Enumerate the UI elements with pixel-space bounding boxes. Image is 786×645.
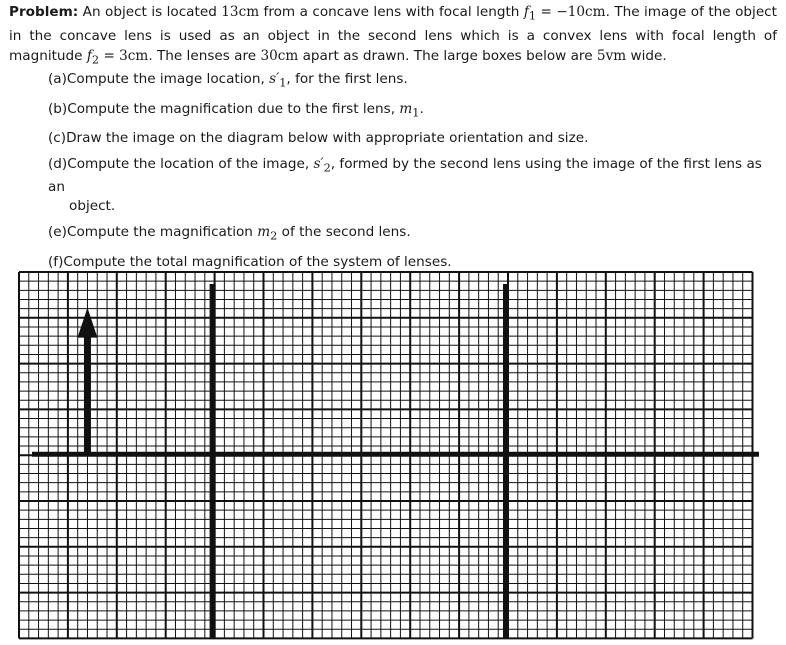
f2-symbol: f (86, 47, 92, 64)
problem-text-1: An object is located (78, 4, 222, 20)
part-d-text-end: , formed by the second lens using the image of the first lens as an (48, 156, 762, 196)
part-d (48, 155, 778, 216)
part-d-symbol: s′ (313, 156, 324, 173)
graph-paper-grid (17, 270, 767, 641)
f1-value: = −10cm (536, 4, 606, 20)
part-f-text: (f)Compute the total magnification of the system of lenses. (48, 253, 452, 270)
problem-text-5: apart as drawn. The large boxes below are (298, 47, 597, 64)
part-e-subscript: 2 (270, 228, 278, 243)
part-b-text-end: . (419, 100, 424, 117)
part-c-text: (c)Draw the image on the diagram below with appropriate orientation and size. (48, 130, 589, 147)
f2-value: = 3cm (99, 47, 149, 64)
box-width: 5vm (596, 47, 627, 64)
part-e (48, 223, 778, 246)
part-d-continuation: object. (69, 198, 116, 215)
optics-diagram (17, 270, 767, 645)
part-a-symbol: s′ (269, 71, 280, 87)
part-b (48, 100, 778, 123)
lens-separation: 30cm (260, 47, 299, 64)
f1-subscript: 1 (528, 8, 537, 23)
problem-text-2: from a concave lens with focal length (259, 4, 524, 20)
problem-label: Problem: (9, 4, 79, 20)
object-distance: 13cm (221, 4, 260, 20)
f1-symbol: f (523, 4, 529, 20)
object-arrow-head (77, 308, 97, 338)
part-c (48, 129, 778, 148)
problem-text-3: . The image of the object in the concave lens is used as an object in the second lens which is a convex lens with focal length of magnitude (9, 4, 777, 64)
part-d-text: (d)Compute the location of the image, (48, 156, 314, 173)
part-e-text-end: of the second lens. (277, 224, 411, 241)
part-b-subscript: 1 (412, 105, 420, 120)
problem-statement (9, 2, 777, 69)
f2-subscript: 2 (91, 52, 100, 67)
part-a-subscript: 1 (279, 75, 287, 90)
part-e-text: (e)Compute the magnification (48, 224, 258, 241)
part-e-symbol: m (257, 224, 271, 241)
part-b-text: (b)Compute the magnification due to the first lens, (48, 100, 400, 117)
part-a-text: (a)Compute the image location, (48, 71, 270, 87)
problem-text-6: wide. (626, 47, 667, 64)
part-a (48, 70, 778, 93)
problem-text-4: . The lenses are (148, 47, 261, 64)
part-a-text-end: , for the first lens. (286, 71, 408, 87)
part-d-subscript: 2 (323, 161, 331, 176)
question-parts (48, 70, 778, 279)
part-b-symbol: m (399, 100, 413, 117)
